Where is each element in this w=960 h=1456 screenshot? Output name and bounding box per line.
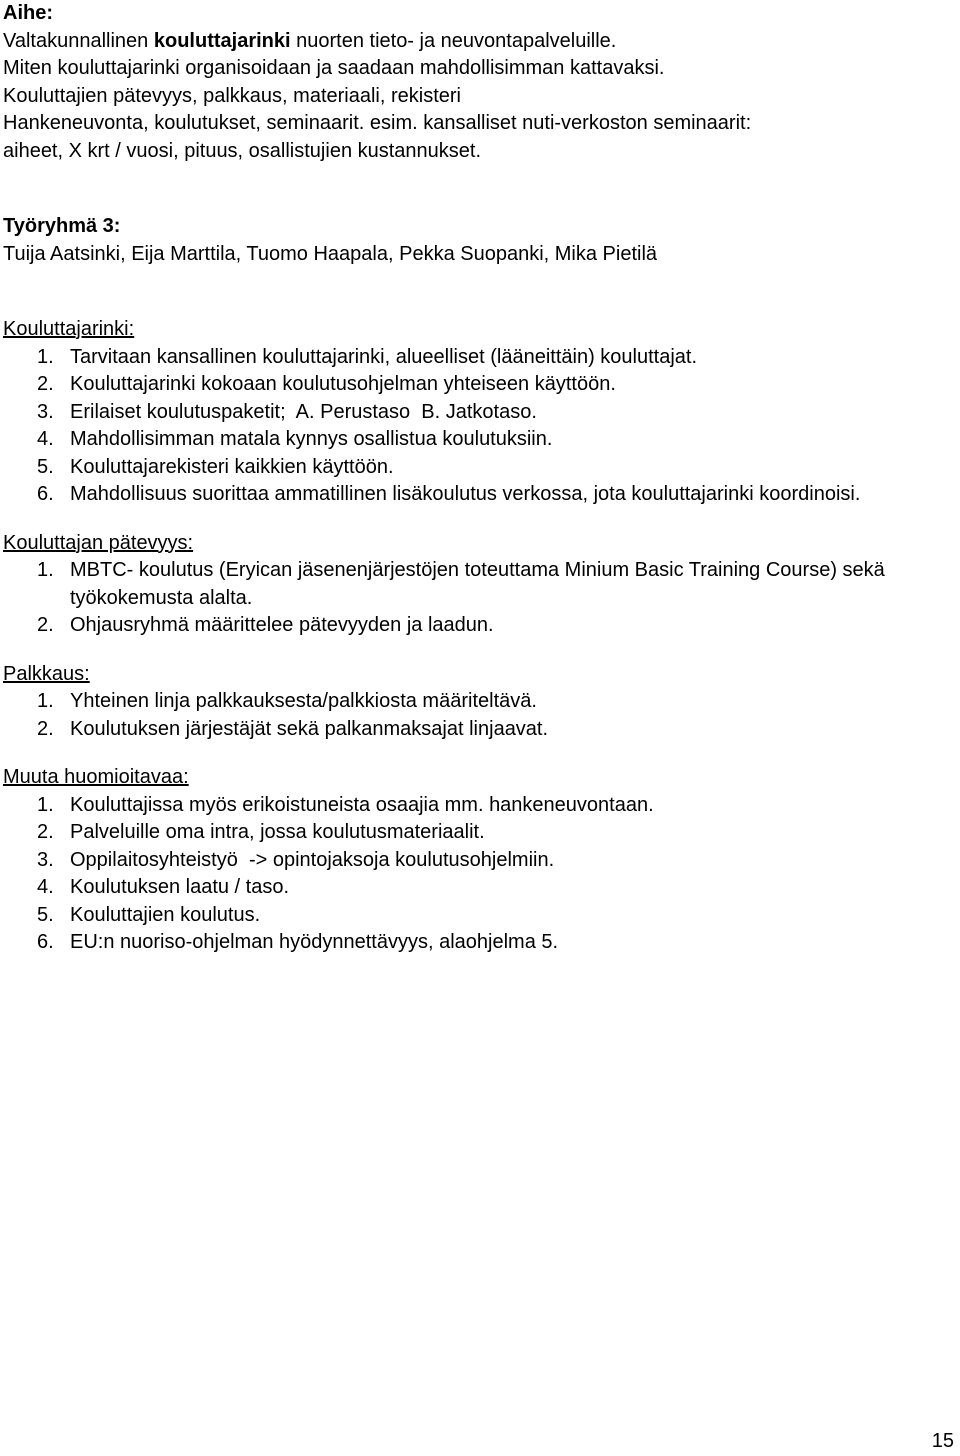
list-item-text: MBTC- koulutus (Eryican jäsenenjärjestöjen toteuttama Minium Basic Training Course) sekä työkokemusta alalta. (70, 559, 885, 609)
aihe-line-5: aiheet, X krt / vuosi, pituus, osallistujien kustannukset. (3, 139, 482, 162)
list-item-number: 5. (37, 455, 54, 478)
list-item (3, 557, 943, 612)
aihe-line-2: Miten kouluttajarinki organisoidaan ja saadaan mahdollisimman kattavaksi. (3, 57, 665, 79)
aihe-line-4: Hankeneuvonta, koulutukset, seminaarit. esim. kansalliset nuti-verkoston seminaarit: (3, 112, 752, 134)
aihe-heading: Aihe: (3, 2, 53, 24)
section-heading-kouluttajarinki: Kouluttajarinki: (3, 318, 135, 340)
list-item (3, 792, 943, 820)
list-item (3, 847, 943, 875)
list-item-number: 1. (37, 690, 54, 712)
list-item (3, 371, 943, 399)
section-heading-muuta-huomioitavaa: Muuta huomioitavaa: (3, 766, 189, 788)
list-item-text: Ohjausryhmä määrittelee pätevyyden ja laadun. (70, 614, 494, 636)
aihe-line-1-post: nuorten tieto- ja neuvontapalveluille. (290, 29, 617, 52)
list-item-number: 2. (37, 614, 54, 636)
list-item-number: 2. (37, 821, 54, 843)
list-item (3, 344, 943, 372)
list-item-number: 1. (37, 345, 54, 368)
list-item-text: Koulutuksen laatu / taso. (70, 876, 290, 898)
section-heading-palkkaus: Palkkaus: (3, 662, 90, 685)
document-page (3, 0, 943, 957)
list-item-text: Erilaiset koulutuspaketit; A. Perustaso B. Jatkotaso. (70, 400, 537, 423)
aihe-line-1 (3, 28, 943, 56)
list-item (3, 688, 943, 716)
list-item-text: Oppilaitosyhteistyö -> opintojaksoja koulutusohjelmiin. (70, 848, 555, 871)
list-item (3, 399, 943, 427)
list-item-number: 6. (37, 931, 54, 953)
tyoryhma-heading: Työryhmä 3: (3, 215, 121, 237)
list-item-text: Kouluttajarinki kokoaan koulutusohjelman yhteiseen käyttöön. (70, 373, 616, 395)
list-item-number: 2. (37, 717, 54, 740)
list-item-text: Kouluttajien koulutus. (70, 903, 261, 926)
list-item-number: 3. (37, 848, 54, 871)
list-item (3, 454, 943, 482)
list-item-text: EU:n nuoriso-ohjelman hyödynnettävyys, alaohjelma 5. (70, 931, 559, 953)
list-item (3, 612, 943, 640)
list-item-text: Mahdollisuus suorittaa ammatillinen lisäkoulutus verkossa, jota kouluttajarinki koordinoisi. (70, 483, 861, 505)
list-item-text: Kouluttajarekisteri kaikkien käyttöön. (70, 455, 394, 478)
list-item-number: 4. (37, 876, 54, 898)
list-item (3, 426, 943, 454)
list-item-number: 6. (37, 483, 54, 505)
list-item-text: Kouluttajissa myös erikoistuneista osaajia mm. hankeneuvontaan. (70, 793, 654, 816)
list-item-number: 4. (37, 428, 54, 450)
page-number: 15 (931, 1430, 954, 1452)
section-heading-kouluttajan-patevyys: Kouluttajan pätevyys: (3, 531, 194, 554)
list-item-text: Tarvitaan kansallinen kouluttajarinki, alueelliset (lääneittäin) kouluttajat. (70, 345, 698, 368)
list-item (3, 874, 943, 902)
list-item-number: 5. (37, 903, 54, 926)
list-item-text: Palveluille oma intra, jossa koulutusmateriaalit. (70, 821, 485, 843)
list-item-text: Yhteinen linja palkkauksesta/palkkiosta määriteltävä. (70, 690, 537, 712)
list-item-text: Mahdollisimman matala kynnys osallistua koulutuksiin. (70, 428, 553, 450)
list-item (3, 902, 943, 930)
aihe-line-1-bold: kouluttajarinki (153, 29, 291, 52)
list-item-text: Koulutuksen järjestäjät sekä palkanmaksajat linjaavat. (70, 717, 549, 740)
aihe-line-1-pre: Valtakunnallinen (3, 29, 154, 52)
list-item-number: 1. (37, 559, 54, 581)
list-item (3, 716, 943, 744)
list-item-number: 3. (37, 400, 54, 423)
list-item (3, 481, 943, 509)
list-item (3, 819, 943, 847)
tyoryhma-members: Tuija Aatsinki, Eija Marttila, Tuomo Haapala, Pekka Suopanki, Mika Pietilä (3, 242, 658, 265)
list-item-number: 2. (37, 373, 54, 395)
list-item-number: 1. (37, 793, 54, 816)
aihe-line-3: Kouluttajien pätevyys, palkkaus, materiaali, rekisteri (3, 84, 461, 107)
list-item (3, 929, 943, 957)
